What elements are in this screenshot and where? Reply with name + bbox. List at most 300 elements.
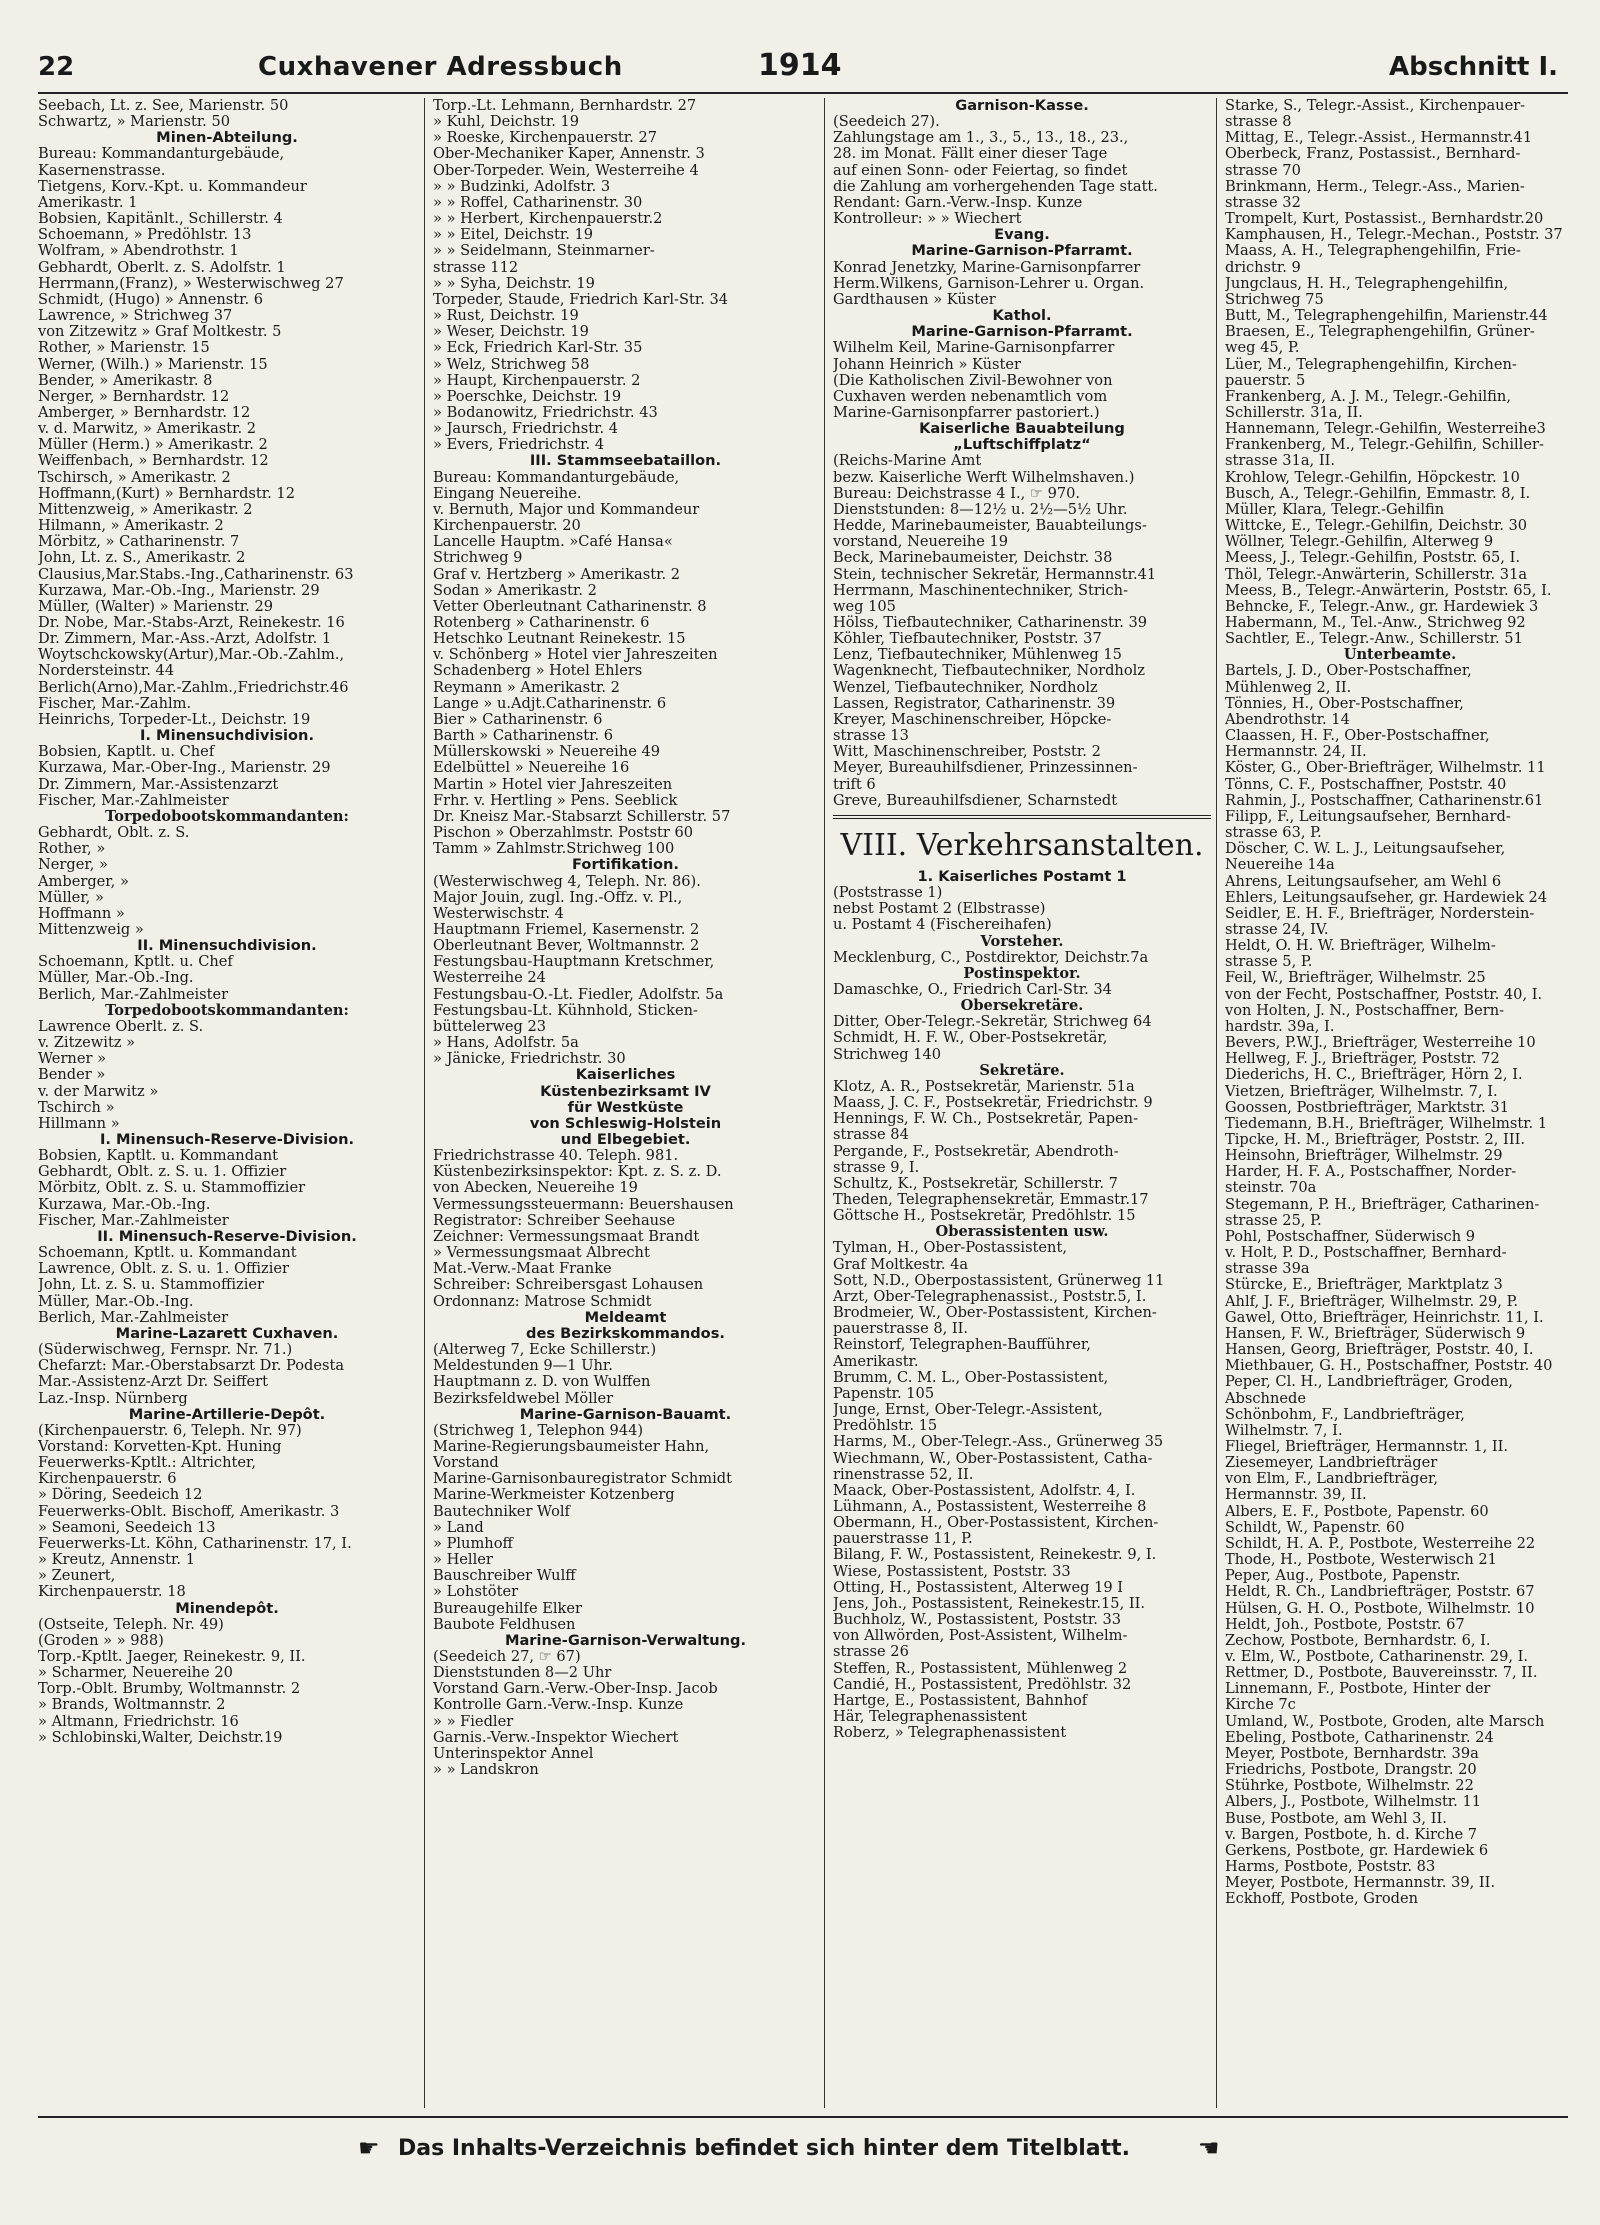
directory-entry: Frankenberg, M., Telegr.-Gehilfin, Schiller- bbox=[1225, 437, 1544, 454]
directory-entry: Werner » bbox=[38, 1051, 107, 1068]
column-2 bbox=[424, 98, 818, 2108]
directory-entry: Abendrothstr. 14 bbox=[1225, 711, 1350, 728]
directory-entry: Heldt, Joh., Postbote, Poststr. 67 bbox=[1225, 1616, 1465, 1633]
directory-entry: Här, Telegraphenassistent bbox=[833, 1709, 1028, 1725]
section-heading: Marine-Garnison-Verwaltung. bbox=[504, 1631, 747, 1649]
page-footer bbox=[38, 2116, 1568, 2178]
directory-entry: » Jänicke, Friedrichstr. 30 bbox=[433, 1051, 626, 1068]
directory-entry: Dr. Zimmern, Mar.-Ass.-Arzt, Adolfstr. 1 bbox=[38, 631, 332, 648]
section-heading: Minendepôt. bbox=[175, 1599, 279, 1617]
directory-entry: Theden, Telegraphensekretär, Emmastr.17 bbox=[833, 1192, 1149, 1208]
directory-entry: Lange » u.Adjt.Catharinenstr. 6 bbox=[433, 695, 667, 712]
section-heading: 1. Kaiserliches Postamt 1 bbox=[917, 867, 1127, 885]
section-heading: III. Stammseebataillon. bbox=[529, 452, 722, 470]
directory-entry: Chefarzt: Mar.-Oberstabsarzt Dr. Podesta bbox=[38, 1358, 345, 1375]
directory-entry: Gebhardt, Oberlt. z. S. Adolfstr. 1 bbox=[38, 259, 286, 276]
directory-entry: Albers, E. F., Postbote, Papenstr. 60 bbox=[1225, 1503, 1489, 1520]
directory-entry: Stürcke, E., Briefträger, Marktplatz 3 bbox=[1225, 1277, 1503, 1294]
directory-entry: 28. im Monat. Fällt einer dieser Tage bbox=[833, 146, 1108, 163]
directory-entry: Amberger, » Bernhardstr. 12 bbox=[38, 404, 251, 421]
directory-entry: Marine-Garnisonpfarrer pastoriert.) bbox=[833, 404, 1100, 421]
directory-entry: » » Herbert, Kirchenpauerstr.2 bbox=[433, 211, 663, 228]
directory-entry: Laz.-Insp. Nürnberg bbox=[38, 1390, 188, 1407]
directory-entry: (Seedeich 27). bbox=[833, 114, 940, 131]
directory-entry: Werner, (Wilh.) » Marienstr. 15 bbox=[38, 356, 268, 373]
directory-entry: Woytschckowsky(Artur),Mar.-Ob.-Zahlm., bbox=[38, 647, 345, 664]
section-heading: Kaiserliches bbox=[575, 1066, 676, 1084]
directory-entry: pauerstrasse 8, II. bbox=[833, 1321, 969, 1338]
directory-entry: Wiechmann, W., Ober-Postassistent, Catha- bbox=[833, 1450, 1153, 1467]
directory-entry: Mörbitz, » Catharinenstr. 7 bbox=[38, 534, 240, 551]
directory-entry: » » Roffel, Catharinenstr. 30 bbox=[433, 194, 643, 211]
directory-entry: strasse 39a bbox=[1225, 1261, 1310, 1278]
directory-entry: Schwartz, » Marienstr. 50 bbox=[38, 114, 231, 131]
directory-entry: (Seedeich 27, ☞ 67) bbox=[433, 1649, 581, 1665]
directory-entry: Eckhoff, Postbote, Groden bbox=[1225, 1891, 1419, 1908]
directory-entry: nebst Postamt 2 (Elbstrasse) bbox=[833, 901, 1046, 918]
directory-entry: Ahlf, J. F., Briefträger, Wilhelmstr. 29, P. bbox=[1225, 1293, 1519, 1310]
section-heading: I. Minensuchdivision. bbox=[140, 727, 314, 745]
section-heading: Minen-Abteilung. bbox=[156, 129, 298, 147]
directory-entry: strasse 5, P. bbox=[1225, 954, 1313, 971]
directory-entry: Greve, Bureauhilfsdiener, Scharnstedt bbox=[833, 792, 1118, 809]
directory-entry: Habermann, M., Tel.-Anw., Strichweg 92 bbox=[1225, 615, 1526, 631]
directory-entry: Hennings, F. W. Ch., Postsekretär, Papen- bbox=[833, 1111, 1139, 1128]
directory-entry: v. Bernuth, Major und Kommandeur bbox=[433, 501, 700, 518]
directory-entry: Schillerstr. 31a, II. bbox=[1225, 404, 1363, 421]
directory-entry: Schadenberg » Hotel Ehlers bbox=[433, 663, 643, 680]
directory-entry: Berlich(Arno),Mar.-Zahlm.,Friedrichstr.46 bbox=[38, 679, 349, 696]
directory-entry: Neuereihe 14a bbox=[1225, 857, 1335, 874]
directory-entry: Predöhlstr. 15 bbox=[833, 1418, 938, 1435]
directory-entry: Buchholz, W., Postassistent, Poststr. 33 bbox=[833, 1612, 1122, 1629]
directory-entry: Meyer, Postbote, Bernhardstr. 39a bbox=[1225, 1745, 1479, 1762]
directory-entry: strasse 24, IV. bbox=[1225, 921, 1329, 938]
directory-entry: trift 6 bbox=[833, 776, 876, 793]
directory-entry: hardstr. 39a, I. bbox=[1225, 1018, 1335, 1035]
directory-entry: Heinrichs, Torpeder-Lt., Deichstr. 19 bbox=[38, 711, 311, 728]
directory-entry: Witt, Maschinenschreiber, Poststr. 2 bbox=[833, 744, 1101, 761]
subsection-heading: Unterbeamte. bbox=[1343, 646, 1457, 664]
directory-entry: Brinkmann, Herm., Telegr.-Ass., Marien- bbox=[1225, 178, 1525, 195]
directory-entry: Müllerskowski » Neuereihe 49 bbox=[433, 744, 661, 761]
directory-entry: Peper, Cl. H., Landbriefträger, Groden, bbox=[1225, 1374, 1513, 1391]
directory-entry: Strichweg 140 bbox=[833, 1046, 942, 1063]
directory-entry: Pischon » Oberzahlmstr. Poststr 60 bbox=[433, 825, 694, 842]
directory-entry: Tylman, H., Ober-Postassistent, bbox=[833, 1240, 1067, 1257]
directory-entry: Kontrolle Garn.-Verw.-Insp. Kunze bbox=[433, 1697, 684, 1714]
directory-entry: Torp.-Lt. Lehmann, Bernhardstr. 27 bbox=[433, 98, 697, 114]
book-title: Cuxhavener Adressbuch bbox=[258, 52, 623, 82]
directory-entry: Tietgens, Korv.-Kpt. u. Kommandeur bbox=[38, 178, 307, 195]
directory-entry: Heinsohn, Briefträger, Wilhelmstr. 29 bbox=[1225, 1148, 1503, 1165]
directory-entry: Schönbohm, F., Landbriefträger, bbox=[1225, 1406, 1465, 1423]
directory-entry: Martin » Hotel vier Jahreszeiten bbox=[433, 776, 673, 793]
section-heading: Marine-Garnison-Bauamt. bbox=[519, 1405, 732, 1423]
directory-entry: John, Lt. z. S., Amerikastr. 2 bbox=[38, 550, 246, 567]
directory-entry: » Vermessungsmaat Albrecht bbox=[433, 1245, 650, 1262]
directory-entry: Heldt, O. H. W. Briefträger, Wilhelm- bbox=[1225, 938, 1496, 955]
directory-entry: Döscher, C. W. L. J., Leitungsaufseher, bbox=[1225, 841, 1506, 858]
directory-entry: Bier » Catharinenstr. 6 bbox=[433, 711, 603, 728]
directory-entry: Mat.-Verw.-Maat Franke bbox=[433, 1261, 612, 1278]
directory-entry: (Poststrasse 1) bbox=[833, 885, 943, 902]
directory-entry: Tönnies, H., Ober-Postschaffner, bbox=[1225, 695, 1464, 712]
section-heading: Evang. bbox=[994, 226, 1050, 244]
directory-entry: die Zahlung am vorhergehenden Tage statt. bbox=[833, 178, 1158, 195]
directory-entry: Ahrens, Leitungsaufseher, am Wehl 6 bbox=[1225, 873, 1502, 890]
directory-entry: Filipp, F., Leitungsaufseher, Bernhard- bbox=[1225, 808, 1511, 825]
section-heading: II. Minensuchdivision. bbox=[137, 937, 317, 955]
directory-entry: Rother, » bbox=[38, 841, 106, 858]
directory-entry: Rother, » Marienstr. 15 bbox=[38, 340, 210, 357]
directory-entry: Steffen, R., Postassistent, Mühlenweg 2 bbox=[833, 1660, 1128, 1677]
directory-entry: Tönns, C. F., Postschaffner, Poststr. 40 bbox=[1225, 776, 1507, 793]
directory-entry: Marine-Werkmeister Kotzenberg bbox=[433, 1487, 675, 1504]
directory-entry: » Scharmer, Neuereihe 20 bbox=[38, 1665, 233, 1682]
directory-entry: Friedrichstrasse 40. Teleph. 981. bbox=[433, 1148, 679, 1165]
subsection-heading: Obersekretäre. bbox=[960, 997, 1084, 1015]
directory-entry: Dr. Kneisz Mar.-Stabsarzt Schillerstr. 57 bbox=[433, 808, 731, 825]
directory-entry: Lawrence Oberlt. z. S. bbox=[38, 1018, 204, 1035]
directory-entry: Harder, H. F. A., Postschaffner, Norder- bbox=[1225, 1164, 1517, 1181]
directory-entry: Claassen, H. F., Ober-Postschaffner, bbox=[1225, 728, 1490, 745]
directory-entry: Zeichner: Vermessungsmaat Brandt bbox=[433, 1228, 700, 1245]
directory-entry: Bevers, P.W.J., Briefträger, Westerreihe 10 bbox=[1225, 1035, 1536, 1052]
directory-entry: büttelerweg 23 bbox=[433, 1018, 547, 1035]
directory-entry: Tamm » Zahlmstr.Strichweg 100 bbox=[433, 841, 675, 858]
page-header bbox=[38, 38, 1568, 94]
directory-entry: Sott, N.D., Oberpostassistent, Grünerweg 11 bbox=[833, 1272, 1165, 1289]
directory-entry: Jens, Joh., Postassistent, Reinekestr.15, II. bbox=[833, 1595, 1146, 1612]
directory-entry: Oberleutnant Bever, Woltmannstr. 2 bbox=[433, 938, 700, 955]
directory-entry: Tschirsch, » Amerikastr. 2 bbox=[38, 469, 231, 486]
directory-entry: Göttsche H., Postsekretär, Predöhlstr. 15 bbox=[833, 1208, 1136, 1225]
directory-page bbox=[38, 38, 1568, 2208]
directory-entry: Frhr. v. Hertling » Pens. Seeblick bbox=[433, 792, 678, 809]
directory-entry: (Ostseite, Teleph. Nr. 49) bbox=[38, 1616, 224, 1633]
directory-entry: Feuerwerks-Oblt. Bischoff, Amerikastr. 3 bbox=[38, 1503, 340, 1520]
directory-entry: Gerkens, Postbote, gr. Hardewiek 6 bbox=[1225, 1842, 1489, 1859]
directory-entry: Köster, G., Ober-Briefträger, Wilhelmstr. 11 bbox=[1225, 760, 1546, 777]
directory-entry: Amberger, » bbox=[38, 873, 129, 890]
directory-entry: Köhler, Tiefbautechniker, Poststr. 37 bbox=[833, 631, 1102, 648]
directory-entry: pauerstrasse 11, P. bbox=[833, 1531, 973, 1548]
directory-entry: Junge, Ernst, Ober-Telegr.-Assistent, bbox=[833, 1402, 1103, 1419]
directory-entry: Vorstand Garn.-Verw.-Ober-Insp. Jacob bbox=[433, 1681, 718, 1698]
subsection-heading: Torpedobootskommandanten: bbox=[105, 807, 349, 825]
directory-entry: von Zitzewitz » Graf Moltkestr. 5 bbox=[38, 324, 282, 341]
directory-entry: Fischer, Mar.-Zahlm. bbox=[38, 695, 192, 712]
directory-entry: » » Syha, Deichstr. 19 bbox=[433, 275, 595, 292]
directory-entry: Mittag, E., Telegr.-Assist., Hermannstr.41 bbox=[1225, 130, 1533, 147]
directory-entry: Wenzel, Tiefbautechniker, Nordholz bbox=[833, 679, 1098, 696]
directory-entry: Torpeder, Staude, Friedrich Karl-Str. 34 bbox=[433, 291, 729, 308]
directory-entry: Wilhelmstr. 7, I. bbox=[1225, 1422, 1343, 1439]
directory-entry: Bilang, F. W., Postassistent, Reinekestr. 9, I. bbox=[833, 1547, 1157, 1564]
directory-entry: » Seamoni, Seedeich 13 bbox=[38, 1519, 216, 1536]
directory-entry: Ober-Torpeder. Wein, Westerreihe 4 bbox=[433, 162, 699, 179]
directory-entry: Mecklenburg, C., Postdirektor, Deichstr.7a bbox=[833, 949, 1149, 966]
section-heading: und Elbegebiet. bbox=[560, 1131, 691, 1148]
column-1 bbox=[38, 98, 416, 2108]
directory-entry: Linnemann, F., Postbote, Hinter der bbox=[1225, 1681, 1491, 1698]
directory-entry: Schmidt, H. F. W., Ober-Postsekretär, bbox=[833, 1030, 1108, 1047]
directory-entry: Mittenzweig, » Amerikastr. 2 bbox=[38, 501, 253, 518]
directory-entry: Roberz, » Telegraphenassistent bbox=[833, 1725, 1067, 1742]
directory-entry: Nerger, » bbox=[38, 857, 108, 874]
directory-entry: rinenstrasse 52, II. bbox=[833, 1466, 974, 1483]
directory-entry: Stein, technischer Sekretär, Hermannstr.41 bbox=[833, 566, 1157, 583]
directory-entry: Torp.-Oblt. Brumby, Woltmannstr. 2 bbox=[38, 1681, 301, 1698]
section-heading: des Bezirkskommandos. bbox=[526, 1324, 725, 1342]
directory-entry: Feuerwerks-Lt. Köhn, Catharinenstr. 17, I. bbox=[38, 1535, 352, 1552]
section-heading: II. Minensuch-Reserve-Division. bbox=[97, 1227, 357, 1245]
directory-entry: Hölss, Tiefbautechniker, Catharinenstr. 39 bbox=[833, 615, 1148, 631]
directory-entry: Wolfram, » Abendrothstr. 1 bbox=[38, 243, 239, 260]
section-heading: I. Minensuch-Reserve-Division. bbox=[99, 1131, 355, 1148]
directory-entry: Baubote Feldhusen bbox=[433, 1616, 576, 1633]
directory-entry: Dr. Nobe, Mar.-Stabs-Arzt, Reinekestr. 16 bbox=[38, 615, 345, 631]
directory-entry: Kasernenstrasse. bbox=[38, 162, 166, 179]
directory-entry: Bureau: Kommandanturgebäude, bbox=[38, 146, 285, 163]
directory-entry: v. Zitzewitz » bbox=[38, 1035, 136, 1052]
directory-entry: weg 45, P. bbox=[1225, 340, 1300, 357]
directory-entry: Hillmann » bbox=[38, 1115, 120, 1132]
directory-entry: Festungsbau-O.-Lt. Fiedler, Adolfstr. 5a bbox=[433, 986, 724, 1003]
directory-entry: Braesen, E., Telegraphengehilfin, Grüner- bbox=[1225, 324, 1535, 341]
directory-entry: vorstand, Neuereihe 19 bbox=[833, 534, 1009, 551]
subsection-heading: Vorsteher. bbox=[980, 932, 1064, 950]
directory-entry: strasse 8 bbox=[1225, 114, 1292, 131]
directory-entry: v. Holt, P. D., Postschaffner, Bernhard- bbox=[1225, 1245, 1507, 1262]
directory-entry: (Strichweg 1, Telephon 944) bbox=[433, 1422, 644, 1439]
directory-entry: strasse 112 bbox=[433, 259, 519, 276]
directory-entry: Rotenberg » Catharinenstr. 6 bbox=[433, 615, 650, 631]
directory-entry: Kirchenpauerstr. 20 bbox=[433, 518, 581, 535]
directory-entry: Vorstand bbox=[433, 1455, 499, 1472]
directory-entry: » Evers, Friedrichstr. 4 bbox=[433, 437, 605, 454]
section-label: Abschnitt I. bbox=[1388, 52, 1558, 82]
directory-entry: Albers, J., Postbote, Wilhelmstr. 11 bbox=[1225, 1794, 1482, 1811]
directory-entry: Ehlers, Leitungsaufseher, gr. Hardewiek 24 bbox=[1225, 889, 1548, 906]
directory-entry: Diederichs, H. C., Briefträger, Hörn 2, I. bbox=[1225, 1067, 1523, 1084]
directory-entry: Klotz, A. R., Postsekretär, Marienstr. 51a bbox=[833, 1078, 1135, 1095]
directory-entry: von Allwörden, Post-Assistent, Wilhelm- bbox=[833, 1628, 1128, 1645]
directory-entry: Hülsen, G. H. O., Postbote, Wilhelmstr. 10 bbox=[1225, 1600, 1535, 1617]
directory-entry: Maass, J. C. F., Postsekretär, Friedrichstr. 9 bbox=[833, 1095, 1153, 1112]
directory-entry: Pergande, F., Postsekretär, Abendroth- bbox=[833, 1143, 1119, 1160]
directory-entry: Starke, S., Telegr.-Assist., Kirchenpauer- bbox=[1225, 98, 1526, 114]
directory-entry: Meldestunden 9—1 Uhr. bbox=[433, 1358, 613, 1375]
directory-entry: » » Fiedler bbox=[433, 1713, 514, 1730]
directory-entry: Peper, Aug., Postbote, Papenstr. bbox=[1225, 1568, 1461, 1585]
section-heading: Garnison-Kasse. bbox=[955, 98, 1089, 114]
directory-entry: » Bodanowitz, Friedrichstr. 43 bbox=[433, 404, 658, 421]
directory-entry: Schultz, K., Postsekretär, Schillerstr. 7 bbox=[833, 1175, 1118, 1192]
directory-entry: Bender » bbox=[38, 1067, 106, 1084]
directory-entry: Westerwischstr. 4 bbox=[433, 905, 564, 922]
directory-entry: Lassen, Registrator, Catharinenstr. 39 bbox=[833, 695, 1116, 712]
directory-entry: Berlich, Mar.-Zahlmeister bbox=[38, 986, 229, 1003]
directory-entry: Meess, J., Telegr.-Gehilfin, Poststr. 65, I. bbox=[1225, 550, 1520, 567]
directory-entry: » » Landskron bbox=[433, 1762, 539, 1779]
directory-entry: Miethbauer, G. H., Postschaffner, Poststr. 40 bbox=[1225, 1358, 1553, 1375]
directory-entry: Bureaugehilfe Elker bbox=[433, 1600, 583, 1617]
directory-entry: (Westerwischweg 4, Teleph. Nr. 86). bbox=[433, 873, 701, 890]
directory-entry: Müller (Herm.) » Amerikastr. 2 bbox=[38, 437, 268, 454]
directory-entry: Schildt, H. A. P., Postbote, Westerreihe 22 bbox=[1225, 1535, 1536, 1552]
directory-entry: von Abecken, Neuereihe 19 bbox=[433, 1180, 638, 1197]
directory-entry: Gebhardt, Oblt. z. S. bbox=[38, 825, 190, 842]
directory-entry: Brodmeier, W., Ober-Postassistent, Kirchen- bbox=[833, 1305, 1157, 1322]
directory-entry: Konrad Jenetzky, Marine-Garnisonpfarrer bbox=[833, 259, 1141, 276]
directory-entry: Sodan » Amerikastr. 2 bbox=[433, 582, 597, 599]
directory-entry: (Alterweg 7, Ecke Schillerstr.) bbox=[433, 1342, 657, 1359]
directory-entry: Friedrichs, Postbote, Drangstr. 20 bbox=[1225, 1762, 1477, 1779]
directory-entry: Feil, W., Briefträger, Wilhelmstr. 25 bbox=[1225, 970, 1486, 987]
directory-entry: » Kuhl, Deichstr. 19 bbox=[433, 114, 580, 131]
directory-entry: Thöl, Telegr.-Anwärterin, Schillerstr. 31a bbox=[1225, 566, 1528, 583]
directory-entry: Müller, Mar.-Ob.-Ing. bbox=[38, 1293, 194, 1310]
chapter-heading: VIII. Verkehrsanstalten. bbox=[833, 815, 1211, 865]
directory-entry: Ordonnanz: Matrose Schmidt bbox=[433, 1293, 652, 1310]
directory-entry: Küstenbezirksinspektor: Kpt. z. S. z. D. bbox=[433, 1164, 722, 1181]
directory-entry: Amerikastr. bbox=[833, 1353, 919, 1370]
directory-entry: Hannemann, Telegr.-Gehilfin, Westerreihe3 bbox=[1225, 421, 1546, 438]
directory-entry: (Die Katholischen Zivil-Bewohner von bbox=[833, 372, 1113, 389]
directory-entry: Maack, Ober-Postassistent, Adolfstr. 4, I. bbox=[833, 1482, 1136, 1499]
directory-entry: Garnis.-Verw.-Inspektor Wiechert bbox=[433, 1729, 679, 1746]
directory-entry: Hellweg, F. J., Briefträger, Poststr. 72 bbox=[1225, 1051, 1500, 1068]
directory-entry: Reymann » Amerikastr. 2 bbox=[433, 679, 620, 696]
directory-entry: Hedde, Marinebaumeister, Bauabteilungs- bbox=[833, 518, 1147, 535]
directory-entry: Damaschke, O., Friedrich Carl-Str. 34 bbox=[833, 981, 1112, 998]
directory-entry: v. Elm, W., Postbote, Catharinenstr. 29, I. bbox=[1225, 1649, 1529, 1665]
directory-entry: Zechow, Postbote, Bernhardstr. 6, I. bbox=[1225, 1632, 1491, 1649]
directory-entry: Kurzawa, Mar.-Ob.-Ing. bbox=[38, 1196, 211, 1213]
directory-entry: Schoemann, Kptlt. u. Kommandant bbox=[38, 1245, 297, 1262]
directory-entry: u. Postamt 4 (Fischereihafen) bbox=[833, 917, 1052, 934]
directory-entry: Lancelle Hauptm. »Café Hansa« bbox=[433, 534, 673, 551]
directory-entry: strasse 32 bbox=[1225, 194, 1301, 211]
directory-entry: Major Jouin, zugl. Ing.-Offz. v. Pl., bbox=[433, 889, 683, 906]
section-heading: Marine-Garnison-Pfarramt. bbox=[911, 323, 1133, 341]
directory-entry: Hansen, F. W., Briefträger, Süderwisch 9 bbox=[1225, 1325, 1526, 1342]
directory-entry: Cuxhaven werden nebenamtlich vom bbox=[833, 388, 1108, 405]
directory-entry: Reinstorf, Telegraphen-Baufführer, bbox=[833, 1337, 1091, 1354]
directory-entry: Meyer, Bureauhilfsdiener, Prinzessinnen- bbox=[833, 760, 1138, 777]
directory-entry: Thode, H., Postbote, Westerwisch 21 bbox=[1225, 1552, 1497, 1569]
directory-entry: » Heller bbox=[433, 1552, 493, 1569]
directory-entry: strasse 31a, II. bbox=[1225, 453, 1336, 470]
directory-entry: Eingang Neuereihe. bbox=[433, 485, 582, 502]
directory-entry: Nordersteinstr. 44 bbox=[38, 663, 175, 680]
directory-entry: Vietzen, Briefträger, Wilhelmstr. 7, I. bbox=[1225, 1083, 1498, 1100]
directory-entry: (Kirchenpauerstr. 6, Teleph. Nr. 97) bbox=[38, 1422, 302, 1439]
section-heading: Meldeamt bbox=[584, 1308, 667, 1326]
directory-entry: Herrmann, Maschinentechniker, Strich- bbox=[833, 582, 1129, 599]
directory-entry: Ebeling, Postbote, Catharinenstr. 24 bbox=[1225, 1729, 1494, 1746]
directory-entry: Marine-Regierungsbaumeister Hahn, bbox=[433, 1438, 710, 1455]
directory-entry: Bureau: Deichstrasse 4 I., ☞ 970. bbox=[833, 485, 1081, 502]
directory-entry: Rahmin, J., Postschaffner, Catharinenstr.61 bbox=[1225, 792, 1544, 809]
directory-entry: Mörbitz, Oblt. z. S. u. Stammoffizier bbox=[38, 1180, 306, 1197]
directory-entry: Barth » Catharinenstr. 6 bbox=[433, 728, 614, 745]
directory-entry: (Reichs-Marine Amt bbox=[833, 453, 982, 470]
directory-entry: Oberbeck, Franz, Postassist., Bernhard- bbox=[1225, 146, 1521, 163]
directory-entry: Feuerwerks-Kptlt.: Altrichter, bbox=[38, 1455, 256, 1472]
directory-entry: Müller, Mar.-Ob.-Ing. bbox=[38, 970, 194, 987]
directory-entry: Bezirksfeldwebel Möller bbox=[433, 1390, 614, 1407]
page-number: 22 bbox=[38, 52, 75, 82]
directory-entry: Edelbüttel » Neuereihe 16 bbox=[433, 760, 630, 777]
directory-entry: Krohlow, Telegr.-Gehilfin, Höpckestr. 10 bbox=[1225, 469, 1520, 486]
directory-entry: » Döring, Seedeich 12 bbox=[38, 1487, 203, 1504]
directory-entry: Marine-Garnisonbauregistrator Schmidt bbox=[433, 1471, 732, 1488]
directory-entry: » Altmann, Friedrichstr. 16 bbox=[38, 1713, 239, 1730]
directory-entry: strasse 26 bbox=[833, 1644, 909, 1661]
directory-entry: Harms, Postbote, Poststr. 83 bbox=[1225, 1859, 1436, 1876]
pointing-hand-icon: ☛ bbox=[1198, 2134, 1220, 2162]
directory-entry: Bender, » Amerikastr. 8 bbox=[38, 372, 213, 389]
directory-entry: Gawel, Otto, Briefträger, Heinrichstr. 11, I. bbox=[1225, 1309, 1544, 1326]
directory-entry: Clausius,Mar.Stabs.-Ing.,Catharinenstr. 63 bbox=[38, 566, 354, 583]
directory-entry: Kirche 7c bbox=[1225, 1697, 1296, 1714]
directory-entry: Wagenknecht, Tiefbautechniker, Nordholz bbox=[833, 663, 1145, 680]
directory-entry: strasse 63, P. bbox=[1225, 825, 1322, 842]
directory-entry: von Elm, F., Landbriefträger, bbox=[1225, 1471, 1438, 1488]
footer-note: Das Inhalts-Verzeichnis befindet sich hinter dem Titelblatt. bbox=[398, 2136, 1131, 2161]
directory-entry: Amerikastr. 1 bbox=[38, 194, 138, 211]
directory-entry: Bobsien, Kaptlt. u. Kommandant bbox=[38, 1148, 278, 1165]
directory-entry: Graf Moltkestr. 4a bbox=[833, 1256, 969, 1273]
section-heading: „Luftschiffplatz“ bbox=[953, 436, 1091, 454]
directory-entry: Müller, Klara, Telegr.-Gehilfin bbox=[1225, 501, 1445, 518]
directory-entry: Zahlungstage am 1., 3., 5., 13., 18., 23., bbox=[833, 130, 1129, 147]
directory-entry: Hetschko Leutnant Reinekestr. 15 bbox=[433, 631, 686, 648]
section-heading: Marine-Artillerie-Depôt. bbox=[128, 1405, 326, 1423]
directory-entry: Tschirch » bbox=[38, 1099, 115, 1116]
section-heading: Marine-Lazarett Cuxhaven. bbox=[115, 1324, 339, 1342]
directory-entry: Hoffmann,(Kurt) » Bernhardstr. 12 bbox=[38, 485, 296, 502]
directory-entry: Festungsbau-Hauptmann Kretschmer, bbox=[433, 954, 715, 971]
directory-entry: (Süderwischweg, Fernspr. Nr. 71.) bbox=[38, 1342, 293, 1359]
directory-entry: Ötting, H., Postassistent, Alterweg 19 I bbox=[833, 1579, 1124, 1596]
directory-entry: Dienststunden: 8—12½ u. 2½—5½ Uhr. bbox=[833, 501, 1128, 518]
directory-entry: Abschnede bbox=[1225, 1390, 1306, 1407]
directory-entry: » » Seidelmann, Steinmarner- bbox=[433, 243, 655, 260]
directory-entry: strasse 70 bbox=[1225, 162, 1301, 179]
directory-entry: strasse 84 bbox=[833, 1127, 909, 1144]
directory-entry: Berlich, Mar.-Zahlmeister bbox=[38, 1309, 229, 1326]
subsection-heading: Sekretäre. bbox=[979, 1061, 1065, 1079]
directory-entry: » » Budzinki, Adolfstr. 3 bbox=[433, 178, 611, 195]
directory-entry: Seidler, E. H. F., Briefträger, Norderstein- bbox=[1225, 905, 1535, 922]
directory-entry: » Lohstöter bbox=[433, 1584, 519, 1601]
section-heading: für Westküste bbox=[567, 1098, 684, 1116]
directory-entry: » Eck, Friedrich Karl-Str. 35 bbox=[433, 340, 643, 357]
directory-entry: Hoffmann » bbox=[38, 905, 125, 922]
directory-entry: Harms, M., Ober-Telegr.-Ass., Grünerweg 35 bbox=[833, 1434, 1164, 1451]
directory-entry: strasse 25, P. bbox=[1225, 1212, 1322, 1229]
directory-entry: Wittcke, E., Telegr.-Gehilfin, Deichstr. 30 bbox=[1225, 518, 1528, 535]
directory-entry: » Schlobinski,Walter, Deichstr.19 bbox=[38, 1729, 283, 1746]
directory-entry: John, Lt. z. S. u. Stammoffizier bbox=[38, 1277, 264, 1294]
directory-entry: Goossen, Postbriefträger, Marktstr. 31 bbox=[1225, 1099, 1509, 1116]
directory-entry: (Groden » » 988) bbox=[38, 1632, 164, 1649]
directory-entry: Bureau: Kommandanturgebäude, bbox=[433, 469, 680, 486]
